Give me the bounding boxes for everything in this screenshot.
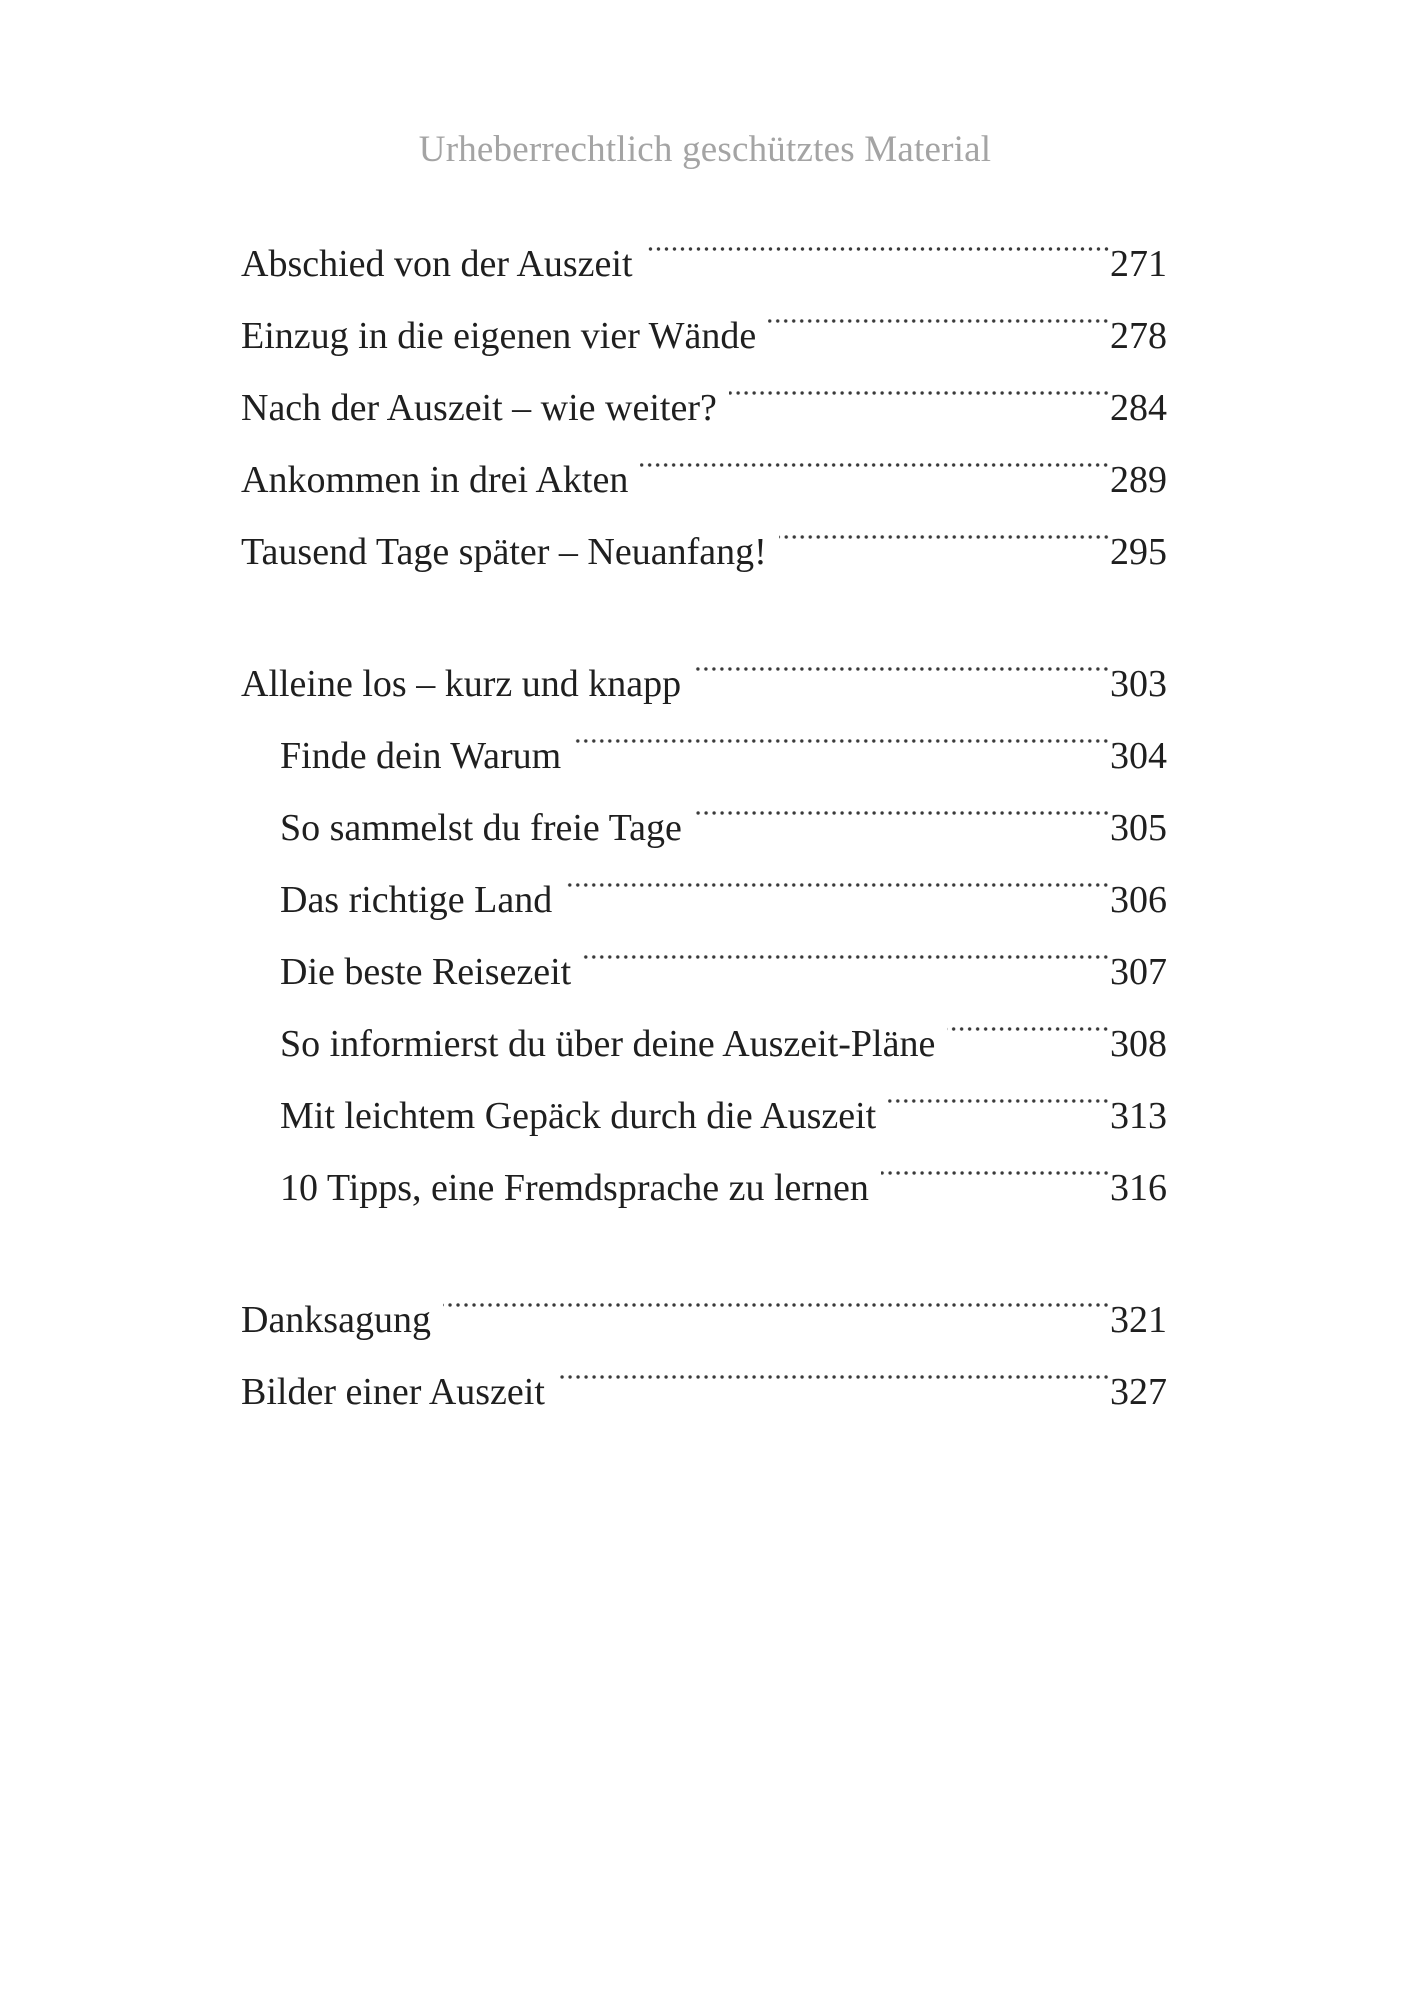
- toc-entry-page: 304: [1110, 735, 1167, 777]
- toc-entry-page: 327: [1110, 1371, 1167, 1413]
- dot-leader: [779, 492, 1110, 564]
- dot-leader: [583, 912, 1110, 984]
- dot-leader: [693, 624, 1110, 696]
- toc-entry-page: 321: [1110, 1299, 1167, 1341]
- toc-entry: [241, 1260, 1167, 1341]
- dot-leader: [443, 1260, 1110, 1332]
- toc-entry-title: Finde dein Warum: [280, 735, 562, 777]
- toc-entry-page: 295: [1110, 531, 1167, 573]
- toc-entry-page: 307: [1110, 951, 1167, 993]
- toc-entry-title: Mit leichtem Gepäck durch die Auszeit: [280, 1095, 877, 1137]
- toc-entry-title: Abschied von der Auszeit: [241, 243, 633, 285]
- dot-leader: [947, 984, 1110, 1056]
- dot-leader: [557, 1332, 1110, 1404]
- toc-entry-page: 316: [1110, 1167, 1167, 1209]
- toc-entry-page: 306: [1110, 879, 1167, 921]
- dot-leader: [888, 1056, 1110, 1128]
- toc-entry-title: Bilder einer Auszeit: [241, 1371, 545, 1413]
- toc-entry-title: Das richtige Land: [280, 879, 553, 921]
- copyright-watermark: Urheberrechtlich geschütztes Material: [418, 129, 992, 170]
- toc-entry-title: Tausend Tage später – Neuanfang!: [241, 531, 767, 573]
- toc-entry-page: 308: [1110, 1023, 1167, 1065]
- toc-entry-page: 289: [1110, 459, 1167, 501]
- toc-entry-page: 305: [1110, 807, 1167, 849]
- toc-entry-title: Nach der Auszeit – wie weiter?: [241, 387, 717, 429]
- table-of-contents: [241, 204, 1167, 1413]
- toc-entry: [241, 624, 1167, 705]
- toc-entry-page: 284: [1110, 387, 1167, 429]
- toc-entry-title: Einzug in die eigenen vier Wände: [241, 315, 757, 357]
- toc-entry-page: 278: [1110, 315, 1167, 357]
- toc-entry-title: Ankommen in drei Akten: [241, 459, 629, 501]
- toc-entry: [241, 204, 1167, 285]
- dot-leader: [640, 420, 1110, 492]
- dot-leader: [645, 204, 1110, 276]
- toc-entry-title: So sammelst du freie Tage: [280, 807, 682, 849]
- toc-entry-page: 271: [1110, 243, 1167, 285]
- dot-leader: [564, 840, 1110, 912]
- dot-leader: [694, 768, 1110, 840]
- toc-entry-title: So informierst du über deine Auszeit-Pläne: [280, 1023, 936, 1065]
- dot-leader: [729, 348, 1110, 420]
- toc-entry-title: 10 Tipps, eine Fremdsprache zu lernen: [280, 1167, 869, 1209]
- dot-leader: [768, 276, 1110, 348]
- toc-entry-title: Die beste Reisezeit: [280, 951, 572, 993]
- toc-entry-page: 303: [1110, 663, 1167, 705]
- toc-entry-title: Alleine los – kurz und knapp: [241, 663, 682, 705]
- dot-leader: [573, 696, 1110, 768]
- toc-entry-title: Danksagung: [241, 1299, 431, 1341]
- toc-entry-page: 313: [1110, 1095, 1167, 1137]
- dot-leader: [881, 1128, 1110, 1200]
